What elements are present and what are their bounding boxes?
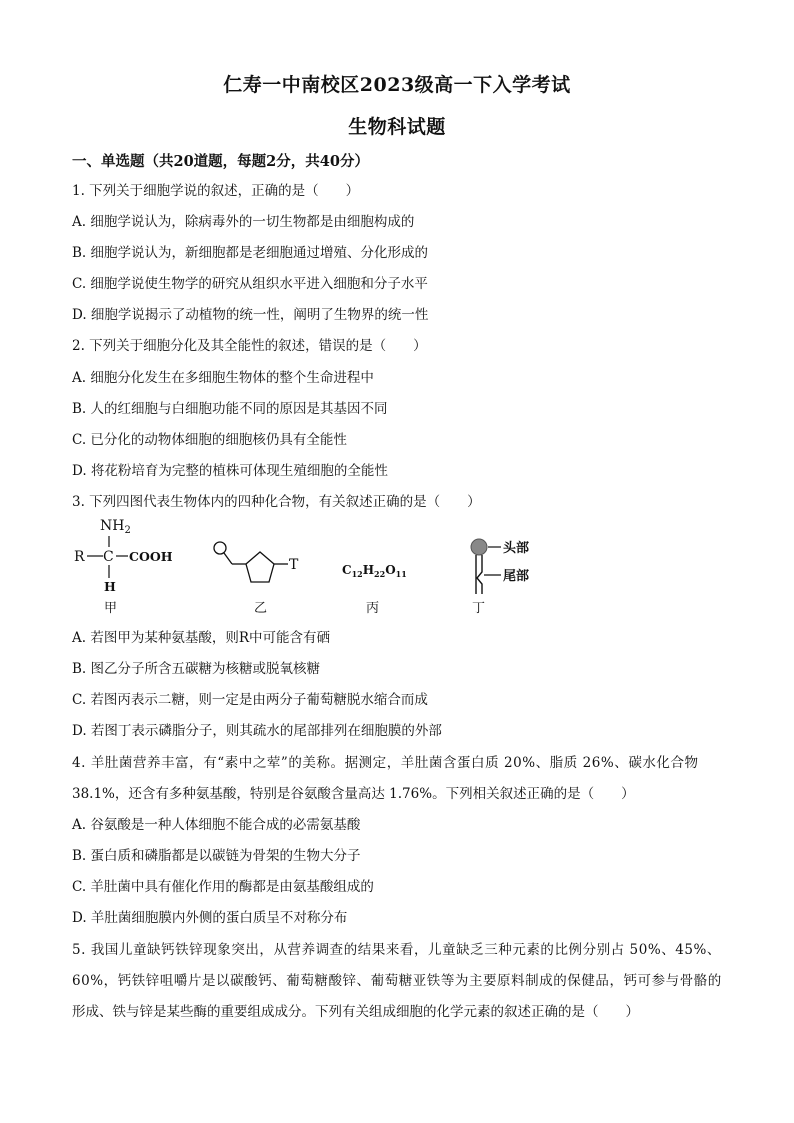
ding-head-label: 头部 (503, 541, 530, 556)
q1-option-c: C. 细胞学说使生物学的研究从组织水平进入细胞和分子水平 (72, 276, 428, 292)
q5-stem-line-1: 5. 我国儿童缺钙铁锌现象突出，从营养调查的结果来看，儿童缺乏三种元素的比例分别占 50%、45%、 (72, 942, 721, 958)
jia-h: H (104, 579, 116, 594)
ding-tail-label: 尾部 (503, 569, 530, 584)
compound-ding (471, 539, 529, 616)
yi-phosphate-circle (214, 542, 226, 554)
ding-tail-right (477, 555, 482, 594)
q3-compound-figure (72, 512, 552, 624)
yi-pentose-ring (246, 552, 274, 582)
jia-c: C (103, 549, 114, 565)
jia-nh2: $NH_2$ (100, 518, 131, 536)
exam-subtitle: 生物科试题 (348, 116, 446, 138)
q3-option-c: C. 若图丙表示二糖，则一定是由两分子葡萄糖脱水缩合而成 (72, 692, 428, 708)
q4-option-a: A. 谷氨酸是一种人体细胞不能合成的必需氨基酸 (72, 817, 361, 833)
q5-stem-line-2: 60%，钙铁锌咀嚼片是以碳酸钙、葡萄糖酸锌、葡萄糖亚铁等为主要原料制成的保健品，钙可参与骨骼的 (72, 973, 722, 989)
q2-option-c: C. 已分化的动物体细胞的细胞核仍具有全能性 (72, 432, 347, 448)
q2-option-d: D. 将花粉培育为完整的植株可体现生殖细胞的全能性 (72, 463, 388, 479)
q4-option-d: D. 羊肚菌细胞膜内外侧的蛋白质呈不对称分布 (72, 910, 348, 926)
label-ding: 丁 (472, 601, 486, 616)
label-jia: 甲 (104, 601, 118, 616)
q1-stem: 1. 下列关于细胞学说的叙述，正确的是（ ） (72, 183, 360, 199)
q2-option-b: B. 人的红细胞与白细胞功能不同的原因是其基因不同 (72, 401, 388, 417)
q1-option-d: D. 细胞学说揭示了动植物的统一性，阐明了生物界的统一性 (72, 307, 429, 323)
q4-stem-line-2: 38.1%，还含有多种氨基酸，特别是谷氨酸含量高达 1.76%。下列相关叙述正确的是（ ） (72, 786, 635, 802)
q1-option-b: B. 细胞学说认为，新细胞都是老细胞通过增殖、分化形成的 (72, 245, 429, 261)
q4-stem-line-1: 4. 羊肚菌营养丰富，有“素中之荤”的美称。据测定，羊肚菌含蛋白质 20%、脂质 26%、碳水化合物 (72, 755, 699, 771)
bing-formula: $C_{12}H_{22}O_{11}$ (342, 563, 407, 579)
compound-yi (214, 542, 299, 616)
yi-bond-1 (224, 553, 232, 564)
q4-option-c: C. 羊肚菌中具有催化作用的酶都是由氨基酸组成的 (72, 879, 374, 895)
q2-stem: 2. 下列关于细胞分化及其全能性的叙述，错误的是（ ） (72, 338, 427, 354)
q3-option-b: B. 图乙分子所含五碳糖为核糖或脱氧核糖 (72, 661, 321, 677)
section-heading: 一、单选题（共20道题，每题2分，共40分） (72, 153, 369, 170)
jia-r: R (74, 549, 85, 565)
q3-option-d: D. 若图丁表示磷脂分子，则其疏水的尾部排列在细胞膜的外部 (72, 723, 442, 739)
jia-cooh: COOH (129, 549, 173, 564)
q5-stem-line-3: 形成、铁与锌是某些酶的重要组成成分。下列有关组成细胞的化学元素的叙述正确的是（ ） (72, 1004, 639, 1020)
ding-head-circle (471, 539, 487, 555)
q1-option-a: A. 细胞学说认为，除病毒外的一切生物都是由细胞构成的 (72, 214, 415, 230)
compound-jia (74, 518, 173, 616)
exam-title: 仁寿一中南校区2023级高一下入学考试 (223, 74, 571, 96)
label-yi: 乙 (254, 601, 268, 616)
q3-option-a: A. 若图甲为某种氨基酸，则R中可能含有硒 (72, 630, 330, 646)
q4-option-b: B. 蛋白质和磷脂都是以碳链为骨架的生物大分子 (72, 848, 361, 864)
q3-stem: 3. 下列四图代表生物体内的四种化合物，有关叙述正确的是（ ） (72, 494, 481, 510)
label-bing: 丙 (366, 601, 380, 616)
compound-bing (342, 563, 407, 616)
yi-base-t: T (289, 557, 299, 573)
q2-option-a: A. 细胞分化发生在多细胞生物体的整个生命进程中 (72, 370, 374, 386)
